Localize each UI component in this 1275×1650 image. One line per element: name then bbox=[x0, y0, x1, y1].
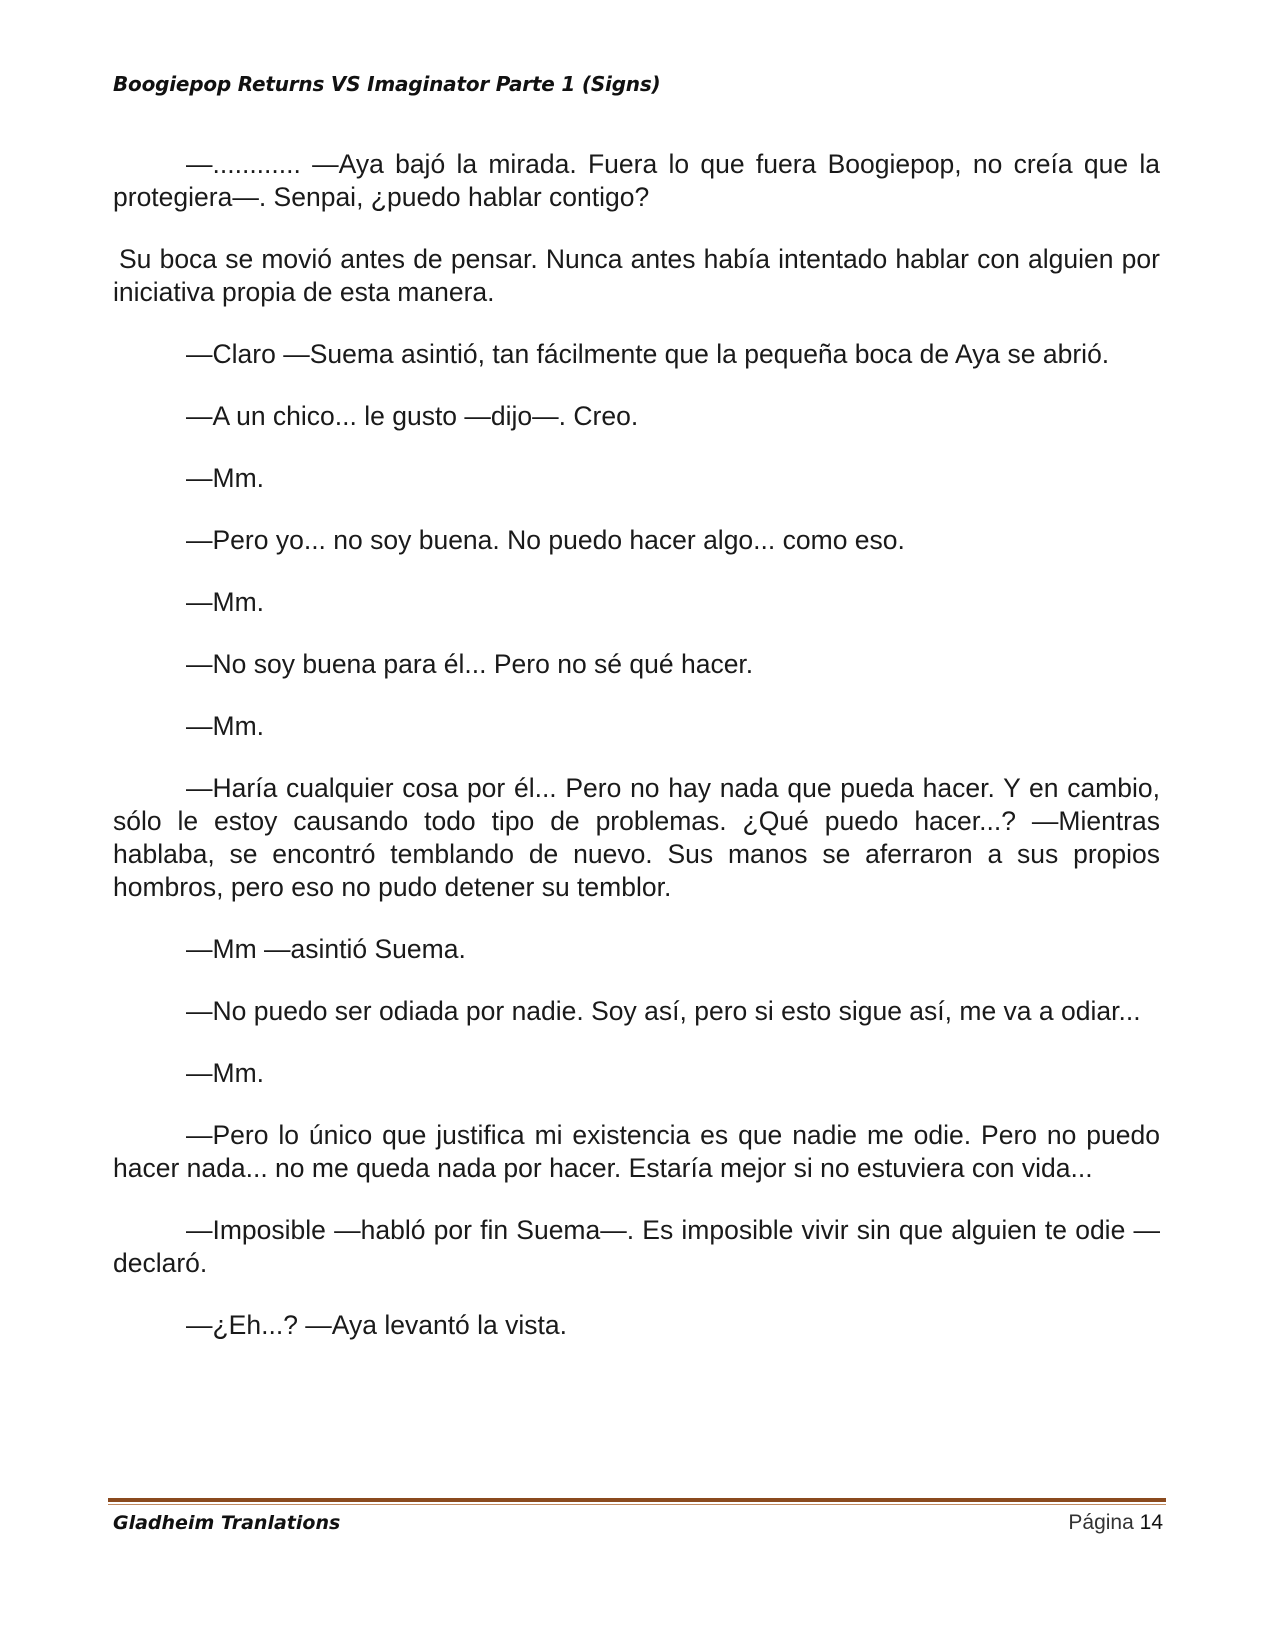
paragraph: —............ —Aya bajó la mirada. Fuera lo que fuera Boogiepop, no creía que la protegiera—. Senpai, ¿puedo hablar contigo? bbox=[113, 149, 1160, 212]
paragraph: —Mm. bbox=[186, 463, 265, 493]
footer-divider-thin bbox=[108, 1504, 1166, 1505]
paragraph: —No puedo ser odiada por nadie. Soy así, pero si esto sigue así, me va a odiar... bbox=[186, 996, 1141, 1026]
footer-publisher: Gladheim Tranlations bbox=[113, 1512, 341, 1534]
paragraph: —Mm. bbox=[186, 711, 265, 741]
paragraph: Su boca se movió antes de pensar. Nunca antes había intentado hablar con alguien por iniciativa propia de esta manera. bbox=[113, 244, 1160, 307]
paragraph: —Mm. bbox=[186, 1058, 265, 1088]
footer-divider-thick bbox=[108, 1498, 1166, 1502]
paragraph: —Mm —asintió Suema. bbox=[186, 934, 466, 964]
paragraph: —No soy buena para él... Pero no sé qué hacer. bbox=[186, 649, 754, 679]
running-header-title: Boogiepop Returns VS Imaginator Parte 1 (Signs) bbox=[113, 72, 661, 96]
paragraph: —Claro —Suema asintió, tan fácilmente que la pequeña boca de Aya se abrió. bbox=[186, 339, 1110, 369]
footer-divider bbox=[108, 1498, 1166, 1505]
paragraph: —Pero lo único que justifica mi existencia es que nadie me odie. Pero no puedo hacer nada... no me queda nada por hacer. Estaría mejor si no estuviera con vida... bbox=[113, 1120, 1160, 1183]
body-text bbox=[113, 148, 1160, 1371]
paragraph: —A un chico... le gusto —dijo—. Creo. bbox=[186, 401, 639, 431]
page-label: Página bbox=[1068, 1511, 1134, 1534]
footer-page-indicator bbox=[1068, 1511, 1163, 1535]
paragraph: —Mm. bbox=[186, 587, 265, 617]
paragraph: —¿Eh...? —Aya levantó la vista. bbox=[186, 1310, 567, 1340]
paragraph: —Pero yo... no soy buena. No puedo hacer algo... como eso. bbox=[186, 525, 905, 555]
paragraph: —Haría cualquier cosa por él... Pero no hay nada que pueda hacer. Y en cambio, sólo le estoy causando todo tipo de problemas. ¿Qué puedo hacer...? —Mientras hablaba, se encontró temblando de nuevo. Sus manos se aferraron a sus propios hombros, pero eso no pudo detener su temblor. bbox=[113, 773, 1160, 902]
paragraph: —Imposible —habló por fin Suema—. Es imposible vivir sin que alguien te odie —declaró. bbox=[113, 1215, 1160, 1278]
page-number: 14 bbox=[1139, 1511, 1163, 1534]
